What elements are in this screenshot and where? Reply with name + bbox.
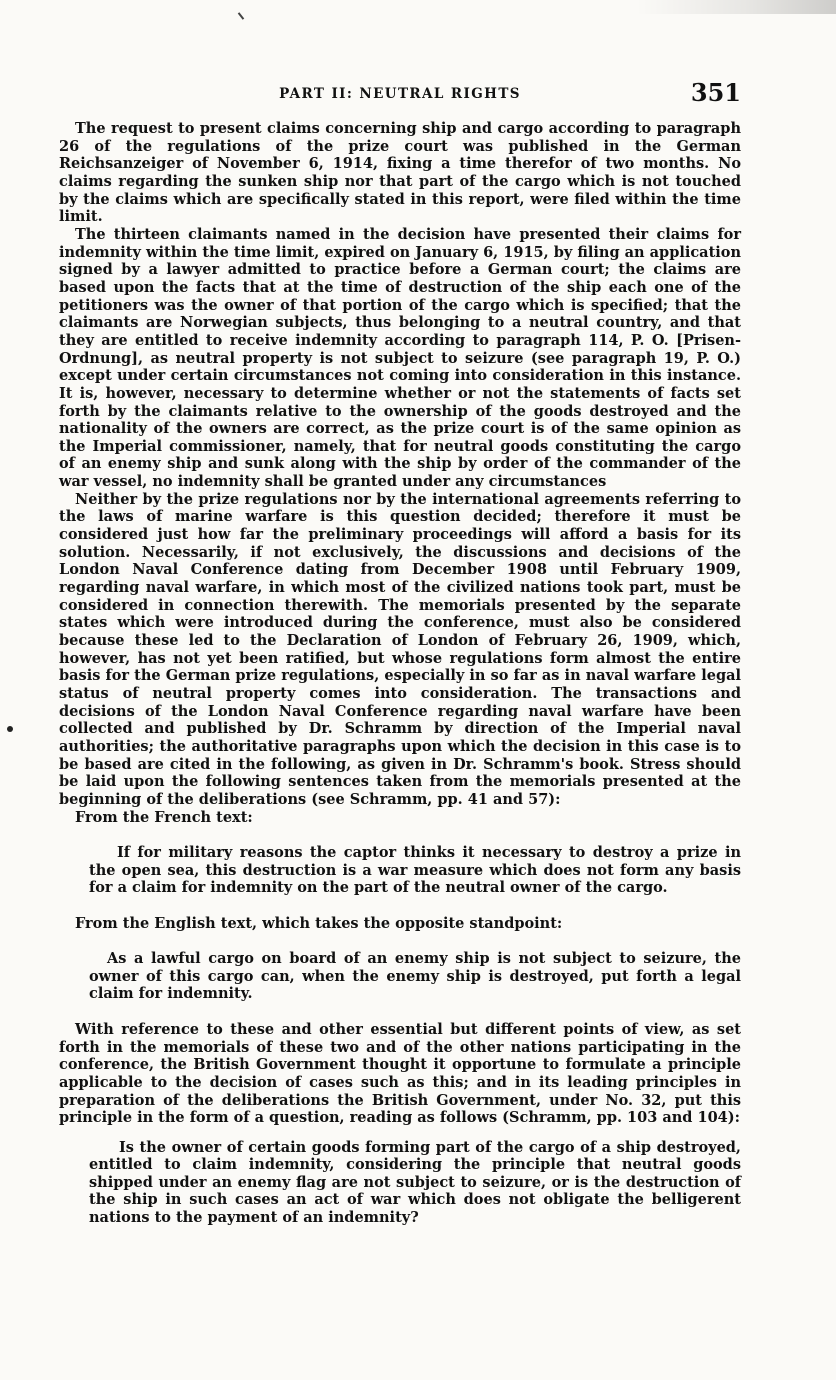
paragraph-london-conference: Neither by the prize regulations nor by the international agreements referring to the laws of marine warfare is this question decided; therefore it must be considered just how far the preliminary proceedings will afford a basis for its solution. Necessarily, if not exclusively, the discussions and decisions of the London Naval Conference dating from December 1908 until February 1909, regarding naval warfare, in which most of the civilized nations took part, must be considered in connection therewith. The memorials presented by the separate states which were introduced during the conference, must also be considered because these led to the Declaration of London of February 26, 1909, which, however, has not yet been ratified, but whose regulations form almost the entire basis for the German prize regulations, especially in so far as in naval warfare legal status of neutral property comes into consideration. The transactions and decisions of the London Naval Conference regarding naval warfare have been collected and published by Dr. Schramm by direction of the Imperial naval authorities; the authoritative paragraphs upon which the decision in this case is to be based are cited in the following, as given in Dr. Schramm's book. Stress should be laid upon the following sentences taken from the memorials presented at the beginning of the deliberations (see Schramm, pp. 41 and 57): (59, 490, 741, 808)
paragraph-thirteen-claimants: The thirteen claimants named in the decision have presented their claims for indemnity within the time limit, expired on January 6, 1915, by filing an application signed by a lawyer admitted to practice before a German court; the claims are based upon the facts that at the time of destruction of the ship each one of the petitioners was the owner of that portion of the cargo which is specified; that the claimants are Norwegian subjects, thus belonging to a neutral country, and that they are entitled to receive indemnity according to paragraph 114, P. O. [Prisen-Ordnung], as neutral property is not subject to seizure (see paragraph 19, P. O.) except under certain circumstances not coming into consideration in this instance. It is, however, necessary to determine whether or not the statements of facts set forth by the claimants relative to the ownership of the goods destroyed and the nationality of the owners are correct, as the prize court is of the same opinion as the Imperial commissioner, namely, that for neutral goods constituting the cargo of an enemy ship and sunk along with the ship by order of the commander of the war vessel, no indemnity shall be granted under any circumstances (59, 225, 741, 491)
scan-mark (238, 12, 245, 20)
scan-dust (636, 0, 836, 14)
running-head: PART II: NEUTRAL RIGHTS (279, 86, 521, 102)
french-quote: If for military reasons the captor thinks it necessary to destroy a prize in the open sea, this destruction is a war measure which does not form any basis for a claim for indemnity on the part of the neutral owner of the cargo. (89, 844, 741, 897)
book-page (59, 78, 741, 1226)
paragraph-british-government: With reference to these and other essential but different points of view, as set forth in the memorials of these two and of the other nations participating in the conference, the British Government thought it opportune to formulate a principle applicable to the decision of cases such as this; and in its leading principles in preparation of the deliberations the British Government, under No. 32, put this principle in the form of a question, reading as follows (Schramm, pp. 103 and 104): (59, 1020, 741, 1127)
margin-dot (7, 726, 13, 732)
english-quote: As a lawful cargo on board of an enemy ship is not subject to seizure, the owner of this cargo can, when the enemy ship is destroyed, put forth a legal claim for indemnity. (89, 950, 741, 1003)
british-question-quote: Is the owner of certain goods forming part of the cargo of a ship destroyed, entitled to claim indemnity, considering the principle that neutral goods shipped under an enemy flag are not subject to seizure, or is the destruction of the ship in such cases an act of war which does not obligate the belligerent nations to the payment of an indemnity? (89, 1138, 741, 1226)
paragraph-prize-claims: The request to present claims concerning ship and cargo according to paragraph 26 of the regulations of the prize court was published in the German Reichsanzeiger of November 6, 1914, fixing a time therefor of two months. No claims regarding the sunken ship nor that part of the cargo which is not touched by the claims which are specifically stated in this report, were filed within the time limit. (59, 120, 741, 226)
french-text-label: From the French text: (75, 808, 253, 826)
page-header (59, 78, 741, 112)
english-text-label: From the English text, which takes the opposite standpoint: (75, 914, 563, 932)
page-number: 351 (690, 78, 741, 107)
